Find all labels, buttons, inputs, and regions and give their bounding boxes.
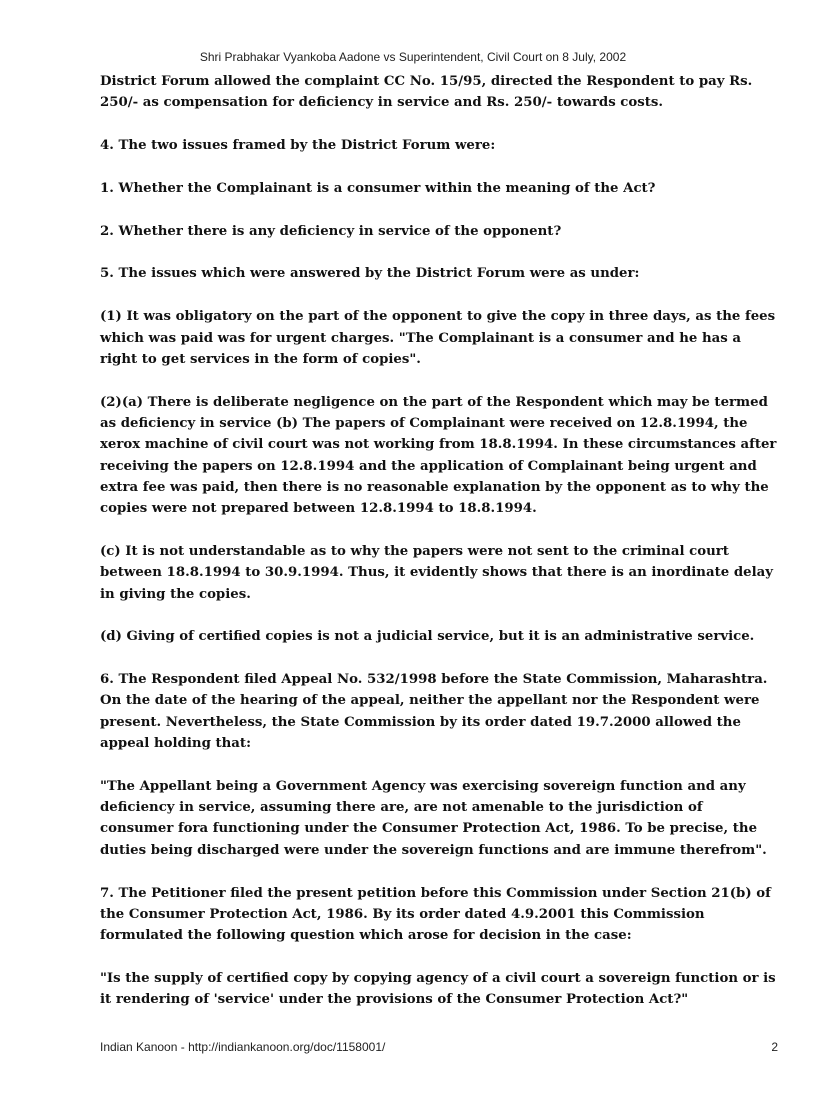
paragraph-answer-2a-2b: (2)(a) There is deliberate negligence on the part of the Respondent which may be termed as deficiency in service (b) The papers of Complainant were received on 12.8.1994, the xerox machine of civil court was not working from 18.8.1994. In these circumstances after receiving the papers on 12.8.1994 and the application of Complainant being urgent and extra fee was paid, then there is no reasonable explanation by the opponent as to why the copies were not prepared between 12.8.1994 to 18.8.1994. [100,394,777,517]
paragraph-petition: 7. The Petitioner filed the present petition before this Commission under Section 21(b) of the Consumer Protection Act, 1986. By its order dated 4.9.2001 this Commission formulated the following question which arose for decision in the case: [100,885,771,944]
paragraph-appeal: 6. The Respondent filed Appeal No. 532/1998 before the State Commission, Maharashtra. On the date of the hearing of the appeal, neither the appellant nor the Respondent were present. Nevertheless, the State Commission by its order dated 19.7.2000 allowed the appeal holding that: [100,672,768,752]
page-footer [100,1040,778,1054]
document-body [100,71,780,1032]
paragraph-issue-1: 1. Whether the Complainant is a consumer within the meaning of the Act? [100,180,656,196]
paragraph-state-commission-quote: "The Appellant being a Government Agency was exercising sovereign function and any deficiency in service, assuming there are, are not amenable to the jurisdiction of consumer fora functioning under the Consumer Protection Act, 1986. To be precise, the duties being discharged were under the sovereign functions and are immune therefrom". [100,778,767,858]
footer-source-link[interactable]: Indian Kanoon - http://indiankanoon.org/doc/1158001/ [100,1040,386,1054]
paragraph-issues-framed: 4. The two issues framed by the District Forum were: [100,138,496,154]
paragraph-answer-c: (c) It is not understandable as to why the papers were not sent to the criminal court between 18.8.1994 to 30.9.1994. Thus, it evidently shows that there is an inordinate delay in giving the copies. [100,543,773,602]
paragraph-answer-1: (1) It was obligatory on the part of the opponent to give the copy in three days, as the fees which was paid was for urgent charges. "The Complainant is a consumer and he has a right to get services in the form of copies". [100,309,776,367]
paragraph-issue-2: 2. Whether there is any deficiency in service of the opponent? [100,223,562,239]
page-header: Shri Prabhakar Vyankoba Aadone vs Superintendent, Civil Court on 8 July, 2002 [199,50,627,64]
paragraph-issues-answered: 5. The issues which were answered by the District Forum were as under: [100,266,640,282]
paragraph-district-forum-order: District Forum allowed the complaint CC No. 15/95, directed the Respondent to pay Rs. 250/- as compensation for deficiency in service and Rs. 250/- towards costs. [100,74,753,111]
page-number: 2 [771,1040,778,1054]
paragraph-answer-d: (d) Giving of certified copies is not a judicial service, but it is an administrative service. [100,629,755,645]
paragraph-question: "Is the supply of certified copy by copying agency of a civil court a sovereign function or is it rendering of 'service' under the provisions of the Consumer Protection Act?" [100,970,776,1008]
